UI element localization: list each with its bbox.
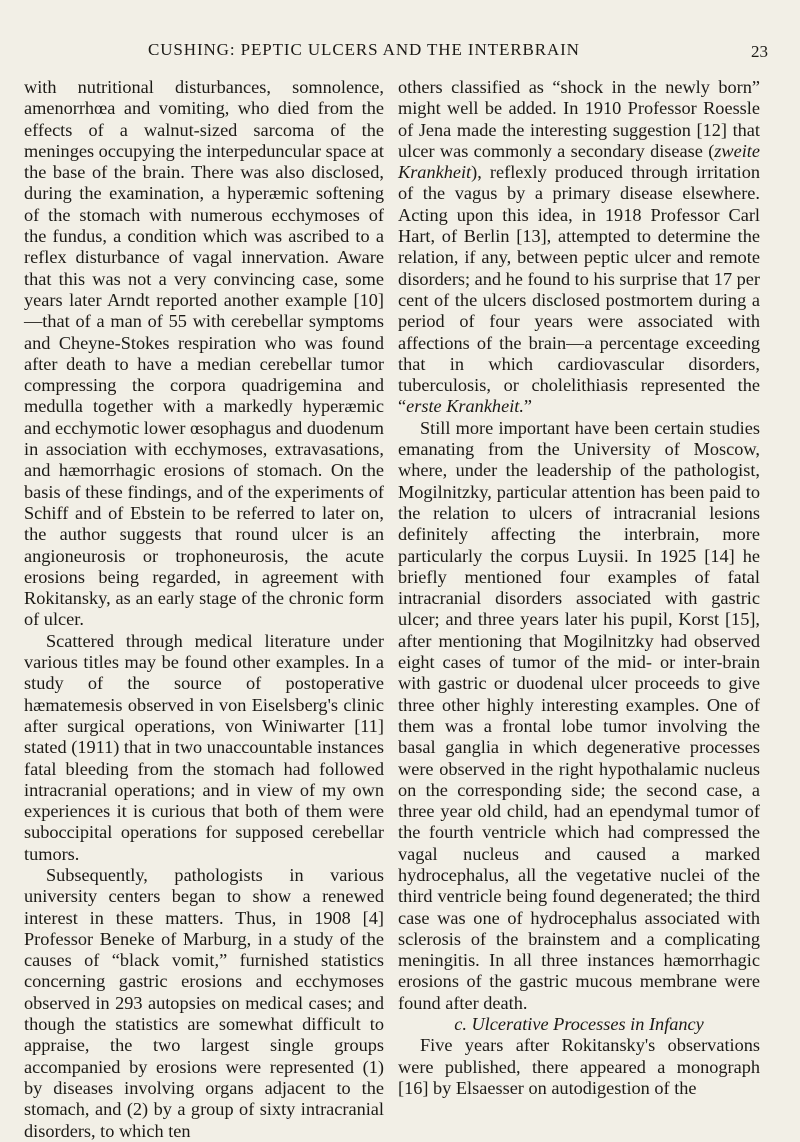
right-p1-text-b: ), reflexly produced through irritation of the vagus by a primary disease elsewhere. Acting upon this idea, in 1918 Professor Carl Hart, of Berlin [13], attempted to determine the relation, if any, between peptic ulcer and remote disorders; and he found to his surprise that 17 per cent of the ulcers disclosed postmortem during a period of four years were associated with affections of the brain—a percentage exceeding that in which cardiovascular disorders, tuberculosis, or cholelithiasis represented the “	[398, 162, 761, 417]
right-p1-text-c: ”	[523, 396, 533, 417]
right-p1-italic-2: erste Krankheit.	[406, 396, 524, 417]
right-paragraph-1	[398, 77, 760, 418]
page-number: 23	[751, 42, 768, 61]
left-paragraph-2: Scattered through medical literature under various titles may be found other examples. In a study of the source of postoperative hæmatemesis observed in von Eiselsberg's clinic after surgical operations, von Winiwarter [11] stated (1911) that in two unaccountable instances fatal bleeding from the stomach had followed intracranial operations; and in view of my own experiences it is curious that both of them were suboccipital operations for supposed cerebellar tumors.	[24, 630, 384, 864]
section-subheading: c. Ulcerative Processes in Infancy	[454, 1014, 704, 1035]
right-p1-text-a: others classified as “shock in the newly born” might well be added. In 1910 Professor Roessle of Jena made the interesting suggestion [12] that ulcer was commonly a secondary disease (	[398, 77, 760, 161]
right-column	[398, 77, 760, 1099]
left-column	[24, 77, 384, 1142]
right-paragraph-2: Still more important have been certain studies emanating from the University of Moscow, where, under the leadership of the pathologist, Mogilnitzky, particular attention has been paid to the relation to ulcers of intracranial lesions definitely affecting the interbrain, more particularly the corpus Luysii. In 1925 [14] he briefly mentioned four examples of fatal intracranial disorders associated with gastric ulcer; and three years later his pupil, Korst [15], after mentioning that Mogilnitzky had observed eight cases of tumor of the mid- or inter-brain with gastric or duodenal ulcer proceeds to give three other highly interesting examples. One of them was a frontal lobe tumor involving the basal ganglia in which degenerative processes were observed in the right hypothalamic nucleus on the corresponding side; the second case, a three year old child, had an ependymal tumor of the fourth ventricle which had compressed the vagal nucleus and caused a marked hydrocephalus, all the vegetative nuclei of the third ventricle being found degenerated; the third case was one of hydrocephalus associated with sclerosis of the brainstem and a complicating meningitis. In all three instances hæmorrhagic erosions of the gastric mucous membrane were found after death.	[398, 417, 760, 1013]
running-head-title: CUSHING: PEPTIC ULCERS AND THE INTERBRAIN	[148, 40, 580, 59]
running-head	[0, 40, 800, 64]
left-paragraph-3: Subsequently, pathologists in various university centers began to show a renewed interest in these matters. Thus, in 1908 [4] Professor Beneke of Marburg, in a study of the causes of “black vomit,” furnished statistics concerning gastric erosions and ecchymoses observed in 293 autopsies on medical cases; and though the statistics are somewhat difficult to appraise, the two largest single groups accompanied by erosions were represented (1) by diseases involving organs adjacent to the stomach, and (2) by a group of sixty intracranial disorders, to which ten	[24, 864, 384, 1141]
right-p1-italic-1: zweite Krankheit	[398, 140, 760, 183]
left-paragraph-1: with nutritional disturbances, somnolence, amenorrhœa and vomiting, who died from the effects of a walnut-sized sarcoma of the meninges occupying the interpeduncular space at the base of the brain. There was also disclosed, during the examination, a hyperæmic softening of the stomach with numerous ecchymoses of the fundus, a condition which was ascribed to a reflex disturbance of vagal innervation. Aware that this was not a very convincing case, some years later Arndt reported another example [10]—that of a man of 55 with cerebellar symptoms and Cheyne-Stokes respiration who was found after death to have a median cerebellar tumor compressing the corpora quadrigemina and medulla together with a markedly hyperæmic and ecchymotic lower œsophagus and duodenum in association with ecchymoses, extravasations, and hæmorrhagic erosions of stomach. On the basis of these findings, and of the experiments of Schiff and of Ebstein to be referred to later on, the author suggests that round ulcer is an angioneurosis or trophoneurosis, the acute erosions being regarded, in agreement with Rokitansky, as an early stage of the chronic form of ulcer.	[24, 77, 384, 630]
right-paragraph-3: Five years after Rokitansky's observations were published, there appeared a monograph [16] by Elsaesser on autodigestion of the	[398, 1035, 760, 1098]
